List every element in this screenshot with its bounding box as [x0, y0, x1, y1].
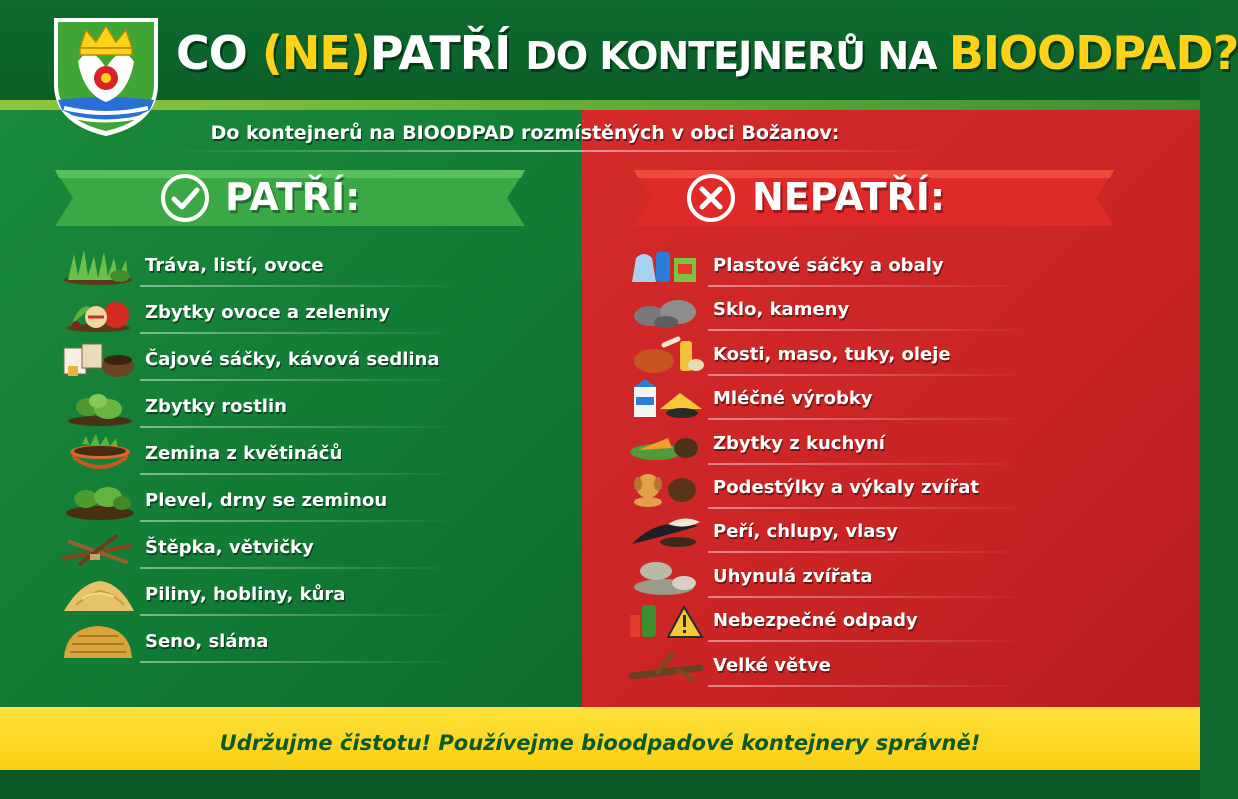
plastic-packaging-icon [628, 246, 706, 286]
item-label: Zbytky z kuchyní [713, 432, 885, 454]
list-item [60, 479, 460, 526]
item-divider [708, 507, 1028, 509]
belongs-list [60, 244, 460, 667]
item-divider [708, 463, 1028, 465]
item-label: Plevel, drny se zeminou [145, 490, 388, 511]
item-divider [140, 379, 460, 381]
large-branches-icon [628, 646, 706, 686]
municipal-coat-of-arms-icon [50, 14, 162, 138]
tea-bags-coffee-icon [60, 340, 138, 380]
item-label: Tráva, listí, ovoce [145, 255, 324, 276]
dairy-products-icon [628, 379, 706, 419]
item-label: Piliny, hobliny, kůra [145, 584, 346, 605]
subtitle-divider [170, 150, 930, 152]
item-divider [140, 473, 460, 475]
item-divider [708, 640, 1028, 642]
item-label: Nebezpečné odpady [713, 610, 918, 632]
belongs-heading: PATŘÍ: [225, 175, 361, 219]
fruit-vegetable-scraps-icon [60, 293, 138, 333]
item-divider [140, 520, 460, 522]
not-belongs-list [628, 244, 1028, 688]
subtitle: Do kontejnerů na BIOODPAD rozmístěných v obci Božanov: [210, 122, 840, 144]
title-part: DO [525, 34, 600, 78]
list-item [628, 244, 1028, 288]
item-divider [140, 285, 460, 287]
header-stripe [0, 100, 1200, 110]
title-part-highlight: (NE) [261, 26, 370, 80]
item-divider [140, 332, 460, 334]
list-item [60, 620, 460, 667]
item-divider [708, 285, 1028, 287]
title-part: PATŘÍ [369, 26, 526, 80]
item-label: Uhynulá zvířata [713, 565, 873, 587]
flowerpot-soil-icon [60, 434, 138, 474]
title-part: CO [176, 26, 262, 80]
kitchen-leftovers-icon [628, 424, 706, 464]
item-divider [708, 551, 1028, 553]
list-item [628, 555, 1028, 599]
title-part-highlight: BIOODPAD? [948, 26, 1238, 80]
list-item [60, 526, 460, 573]
item-divider [140, 426, 460, 428]
item-label: Zemina z květináčů [145, 443, 343, 464]
hazardous-waste-icon [628, 601, 706, 641]
item-label: Zbytky ovoce a zeleniny [145, 302, 390, 323]
item-divider [708, 374, 1028, 376]
list-item [628, 333, 1028, 377]
belongs-banner [55, 166, 525, 230]
item-label: Plastové sáčky a obaly [713, 255, 944, 276]
footer-banner [0, 707, 1200, 770]
item-divider [140, 567, 460, 569]
list-item [628, 644, 1028, 688]
item-divider [708, 418, 1028, 420]
item-label: Seno, sláma [145, 631, 269, 652]
title-part: NA [877, 34, 949, 78]
list-item [628, 377, 1028, 421]
item-label: Sklo, kameny [713, 299, 850, 321]
page-title [176, 26, 1238, 80]
x-circle-icon [686, 173, 736, 223]
item-label: Peří, chlupy, vlasy [713, 521, 898, 543]
item-label: Mléčné výrobky [713, 388, 873, 410]
bones-meat-oil-icon [628, 335, 706, 375]
weeds-turf-icon [60, 481, 138, 521]
feathers-hair-icon [628, 512, 706, 552]
wood-chips-twigs-icon [60, 528, 138, 568]
list-item [60, 573, 460, 620]
item-divider [708, 596, 1028, 598]
list-item [628, 510, 1028, 554]
not-belongs-heading: NEPATŘÍ: [752, 175, 946, 219]
item-label: Štěpka, větvičky [145, 537, 314, 558]
list-item [628, 288, 1028, 332]
list-item [60, 291, 460, 338]
list-item [60, 338, 460, 385]
item-label: Podestýlky a výkaly zvířat [713, 476, 980, 498]
item-label: Zbytky rostlin [145, 396, 287, 417]
grass-leaves-icon [60, 246, 138, 286]
footer-slogan: Udržujme čistotu! Používejme bioodpadové kontejnery správně! [219, 731, 981, 755]
dead-animals-icon [628, 557, 706, 597]
check-circle-icon [160, 173, 210, 223]
list-item [628, 466, 1028, 510]
item-label: Velké větve [713, 654, 831, 676]
item-divider [140, 661, 460, 663]
list-item [628, 422, 1028, 466]
hay-straw-icon [60, 622, 138, 662]
item-divider [140, 614, 460, 616]
item-label: Čajové sáčky, kávová sedlina [145, 349, 440, 370]
list-item [60, 385, 460, 432]
sawdust-bark-icon [60, 575, 138, 615]
item-divider [708, 685, 1028, 687]
not-belongs-banner [634, 166, 1114, 230]
list-item [60, 244, 460, 291]
list-item [628, 599, 1028, 643]
plant-remains-icon [60, 387, 138, 427]
glass-stones-icon [628, 290, 706, 330]
pet-litter-icon [628, 468, 706, 508]
item-divider [708, 329, 1028, 331]
title-part: KONTEJNERŮ [599, 34, 878, 78]
list-item [60, 432, 460, 479]
footer-strip [0, 770, 1200, 799]
item-label: Kosti, maso, tuky, oleje [713, 343, 951, 365]
